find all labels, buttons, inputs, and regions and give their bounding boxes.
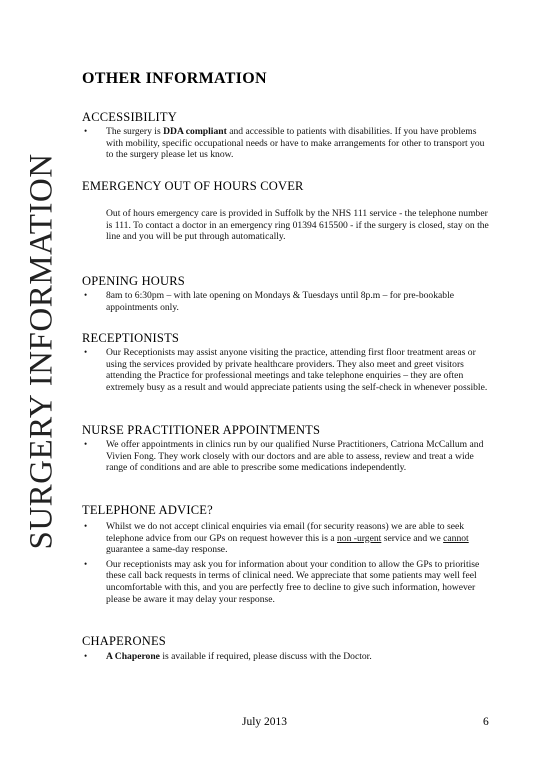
bullet: • xyxy=(84,290,88,300)
section-opening-hours xyxy=(82,274,492,313)
bullet: • xyxy=(84,651,88,661)
section-emergency xyxy=(82,179,492,243)
text-run: and accessible to patients with disabilities. If you have problems with mobility, specific occupational needs or have to make arrangements for other to transport you to the surgery please let us know. xyxy=(106,126,485,161)
bold-text: A Chaperone xyxy=(106,651,160,662)
text-run: is available if required, please discuss with the Doctor. xyxy=(159,651,372,662)
page-title: OTHER INFORMATION xyxy=(82,70,267,87)
list-item xyxy=(82,290,492,313)
text-run: service and we xyxy=(381,532,444,544)
bold-text: DDA compliant xyxy=(163,126,227,137)
section-heading: EMERGENCY OUT OF HOURS COVER xyxy=(82,179,304,193)
list-item xyxy=(82,347,492,393)
underlined-text: cannot xyxy=(443,532,469,544)
text-run: We offer appointments in clinics run by our qualified Nurse Practitioners, Catriona McCallum and Vivien Fong. They work closely with our doctors and are able to assess, review and treat a wide range of conditions and are able to prescribe some medications independently. xyxy=(106,439,484,474)
bullet: • xyxy=(84,558,88,569)
section-receptionists xyxy=(82,331,492,393)
sidebar-title-text: SURGERY INFORMATION xyxy=(23,152,60,550)
list-item xyxy=(82,559,492,605)
section-accessibility xyxy=(82,110,492,161)
underlined-text: non -urgent xyxy=(337,532,382,544)
section-heading: NURSE PRACTITIONER APPOINTMENTS xyxy=(82,423,321,437)
text-run: The surgery is xyxy=(106,126,164,137)
section-nurse-practitioner xyxy=(82,423,492,474)
bullet: • xyxy=(84,126,88,136)
bullet: • xyxy=(84,521,88,531)
page-number: 6 xyxy=(483,716,489,728)
bullet: • xyxy=(84,347,88,357)
section-heading: TELEPHONE ADVICE? xyxy=(82,503,213,517)
list-item xyxy=(82,126,492,161)
list-item xyxy=(82,651,492,663)
list-item xyxy=(82,439,492,474)
sidebar-vertical-title xyxy=(19,86,65,616)
section-heading: ACCESSIBILITY xyxy=(82,110,177,124)
text-run: 8am to 6:30pm – with late opening on Mondays & Tuesdays until 8p.m – for pre-bookable appointments only. xyxy=(106,290,455,313)
bullet: • xyxy=(84,439,88,449)
section-heading: RECEPTIONISTS xyxy=(82,331,180,345)
section-chaperones xyxy=(82,634,492,663)
text-run: Whilst we do not accept clinical enquiries via email (for security reasons) we are able to seek telephone advice from our GPs on request however this is a xyxy=(106,521,465,544)
text-run: Our Receptionists may assist anyone visiting the practice, attending first floor treatment areas or using the services provided by private healthcare providers. They also meet and greet visitors attending the Practice for professional meetings and take telephone enquiries – they are often extremely busy as a result and would appreciate patients using the self-check in whenever possible. xyxy=(106,347,488,393)
text-run: Our receptionists may ask you for information about your condition to allow the GPs to prioritise these call back requests in terms of clinical need. We appreciate that some patients may well feel uncomfortable with this, and you are perfectly free to decline to give such information, however please be aware it may delay your response. xyxy=(106,558,480,605)
footer-date: July 2013 xyxy=(242,716,288,728)
paragraph: Out of hours emergency care is provided in Suffolk by the NHS 111 service - the telephone number is 111. To contact a doctor in an emergency ring 01394 615500 - if the surgery is closed, stay on the line and you will be put through automatically. xyxy=(106,208,489,243)
section-telephone-advice xyxy=(82,503,492,605)
text-run: guarantee a same-day response. xyxy=(106,544,228,556)
section-heading: CHAPERONES xyxy=(82,634,166,648)
list-item xyxy=(82,521,492,556)
section-heading: OPENING HOURS xyxy=(82,274,185,288)
